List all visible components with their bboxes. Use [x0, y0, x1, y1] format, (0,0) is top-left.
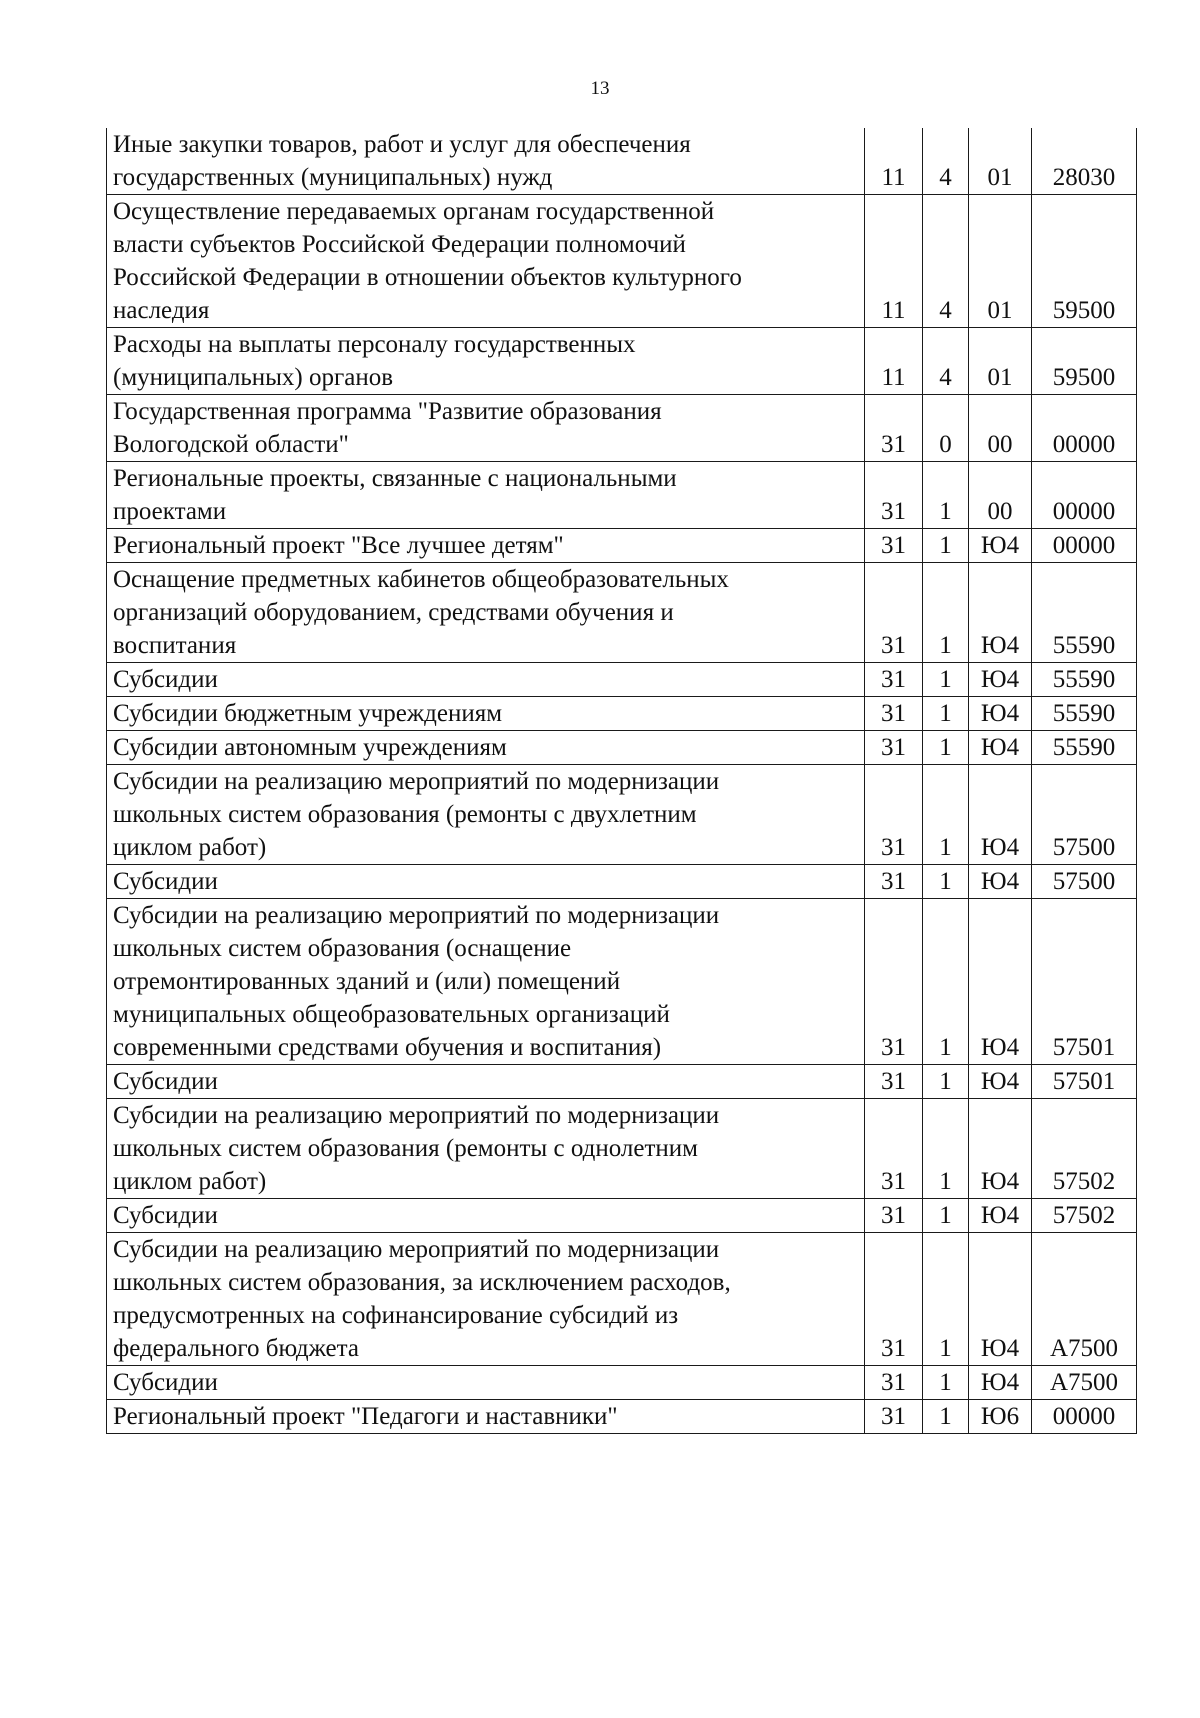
project-code-cell: Ю4	[969, 1233, 1032, 1366]
project-code-cell: 00	[969, 395, 1032, 462]
subprogram-code-cell: 4	[923, 328, 969, 395]
project-code-cell: Ю4	[969, 1199, 1032, 1233]
subprogram-code-cell: 4	[923, 195, 969, 328]
budget-classification-table	[106, 128, 1137, 1434]
table-row	[107, 765, 1137, 865]
project-code-cell: Ю4	[969, 899, 1032, 1065]
table-row	[107, 128, 1137, 195]
project-code-cell: Ю4	[969, 529, 1032, 563]
table-row	[107, 697, 1137, 731]
project-code-cell: Ю4	[969, 731, 1032, 765]
program-code-cell: 11	[865, 195, 923, 328]
expense-name-cell: Расходы на выплаты персоналу государственных (муниципальных) органов	[107, 328, 865, 395]
expense-name-cell: Субсидии	[107, 865, 865, 899]
program-code-cell: 31	[865, 1065, 923, 1099]
project-code-cell: 01	[969, 195, 1032, 328]
expense-name-cell: Региональные проекты, связанные с национальными проектами	[107, 462, 865, 529]
expense-name-cell: Субсидии бюджетным учреждениям	[107, 697, 865, 731]
subprogram-code-cell: 1	[923, 1366, 969, 1400]
direction-code-cell: 00000	[1032, 529, 1137, 563]
project-code-cell: Ю6	[969, 1400, 1032, 1434]
direction-code-cell: 57502	[1032, 1099, 1137, 1199]
table-row	[107, 865, 1137, 899]
project-code-cell: Ю4	[969, 865, 1032, 899]
expense-name-cell: Осуществление передаваемых органам государственной власти субъектов Российской Федерации полномочий Российской Федерации в отношении объектов культурного наследия	[107, 195, 865, 328]
expense-name-cell: Субсидии	[107, 1065, 865, 1099]
table-row	[107, 731, 1137, 765]
project-code-cell: Ю4	[969, 1065, 1032, 1099]
subprogram-code-cell: 1	[923, 1400, 969, 1434]
program-code-cell: 31	[865, 1233, 923, 1366]
direction-code-cell: 00000	[1032, 462, 1137, 529]
program-code-cell: 11	[865, 128, 923, 195]
table-row	[107, 195, 1137, 328]
subprogram-code-cell: 1	[923, 563, 969, 663]
program-code-cell: 31	[865, 395, 923, 462]
subprogram-code-cell: 1	[923, 765, 969, 865]
subprogram-code-cell: 1	[923, 731, 969, 765]
program-code-cell: 31	[865, 462, 923, 529]
subprogram-code-cell: 1	[923, 899, 969, 1065]
direction-code-cell: 57502	[1032, 1199, 1137, 1233]
program-code-cell: 31	[865, 865, 923, 899]
table-row	[107, 1366, 1137, 1400]
project-code-cell: Ю4	[969, 563, 1032, 663]
program-code-cell: 31	[865, 765, 923, 865]
program-code-cell: 31	[865, 1366, 923, 1400]
subprogram-code-cell: 1	[923, 1099, 969, 1199]
direction-code-cell: 57500	[1032, 865, 1137, 899]
project-code-cell: 00	[969, 462, 1032, 529]
direction-code-cell: 28030	[1032, 128, 1137, 195]
expense-name-cell: Субсидии на реализацию мероприятий по модернизации школьных систем образования, за исключением расходов, предусмотренных на софинансирование субсидий из федерального бюджета	[107, 1233, 865, 1366]
direction-code-cell: 59500	[1032, 328, 1137, 395]
table-body	[107, 128, 1137, 1434]
direction-code-cell: 00000	[1032, 1400, 1137, 1434]
project-code-cell: Ю4	[969, 1366, 1032, 1400]
program-code-cell: 31	[865, 663, 923, 697]
subprogram-code-cell: 1	[923, 1199, 969, 1233]
subprogram-code-cell: 1	[923, 529, 969, 563]
direction-code-cell: 00000	[1032, 395, 1137, 462]
table-row	[107, 1065, 1137, 1099]
program-code-cell: 31	[865, 563, 923, 663]
expense-name-cell: Субсидии	[107, 1199, 865, 1233]
table-row	[107, 328, 1137, 395]
expense-name-cell: Субсидии автономным учреждениям	[107, 731, 865, 765]
subprogram-code-cell: 1	[923, 663, 969, 697]
project-code-cell: Ю4	[969, 765, 1032, 865]
subprogram-code-cell: 4	[923, 128, 969, 195]
table-row	[107, 1400, 1137, 1434]
program-code-cell: 31	[865, 529, 923, 563]
direction-code-cell: 59500	[1032, 195, 1137, 328]
table-row	[107, 529, 1137, 563]
direction-code-cell: 55590	[1032, 731, 1137, 765]
direction-code-cell: 57500	[1032, 765, 1137, 865]
subprogram-code-cell: 0	[923, 395, 969, 462]
direction-code-cell: 55590	[1032, 563, 1137, 663]
direction-code-cell: 55590	[1032, 697, 1137, 731]
expense-name-cell: Субсидии на реализацию мероприятий по модернизации школьных систем образования (ремонты с двухлетним циклом работ)	[107, 765, 865, 865]
program-code-cell: 31	[865, 731, 923, 765]
subprogram-code-cell: 1	[923, 462, 969, 529]
program-code-cell: 31	[865, 899, 923, 1065]
project-code-cell: 01	[969, 328, 1032, 395]
table-row	[107, 462, 1137, 529]
page-number: 13	[590, 78, 610, 99]
project-code-cell: Ю4	[969, 697, 1032, 731]
project-code-cell: Ю4	[969, 663, 1032, 697]
expense-name-cell: Региональный проект "Педагоги и наставники"	[107, 1400, 865, 1434]
direction-code-cell: A7500	[1032, 1366, 1137, 1400]
program-code-cell: 31	[865, 1199, 923, 1233]
program-code-cell: 11	[865, 328, 923, 395]
expense-name-cell: Оснащение предметных кабинетов общеобразовательных организаций оборудованием, средствами обучения и воспитания	[107, 563, 865, 663]
expense-name-cell: Государственная программа "Развитие образования Вологодской области"	[107, 395, 865, 462]
program-code-cell: 31	[865, 1099, 923, 1199]
expense-name-cell: Субсидии на реализацию мероприятий по модернизации школьных систем образования (ремонты с однолетним циклом работ)	[107, 1099, 865, 1199]
direction-code-cell: 57501	[1032, 899, 1137, 1065]
program-code-cell: 31	[865, 1400, 923, 1434]
expense-name-cell: Субсидии	[107, 663, 865, 697]
subprogram-code-cell: 1	[923, 1233, 969, 1366]
expense-name-cell: Иные закупки товаров, работ и услуг для обеспечения государственных (муниципальных) нужд	[107, 128, 865, 195]
table-row	[107, 563, 1137, 663]
table-row	[107, 1199, 1137, 1233]
direction-code-cell: A7500	[1032, 1233, 1137, 1366]
subprogram-code-cell: 1	[923, 865, 969, 899]
expense-name-cell: Региональный проект "Все лучшее детям"	[107, 529, 865, 563]
subprogram-code-cell: 1	[923, 1065, 969, 1099]
expense-name-cell: Субсидии на реализацию мероприятий по модернизации школьных систем образования (оснащение отремонтированных зданий и (или) помещений муниципальных общеобразовательных организаций современными средствами обучения и воспитания)	[107, 899, 865, 1065]
table-row	[107, 395, 1137, 462]
table-row	[107, 899, 1137, 1065]
expense-name-cell: Субсидии	[107, 1366, 865, 1400]
table-row	[107, 1099, 1137, 1199]
direction-code-cell: 57501	[1032, 1065, 1137, 1099]
program-code-cell: 31	[865, 697, 923, 731]
table-row	[107, 663, 1137, 697]
direction-code-cell: 55590	[1032, 663, 1137, 697]
project-code-cell: Ю4	[969, 1099, 1032, 1199]
subprogram-code-cell: 1	[923, 697, 969, 731]
table-row	[107, 1233, 1137, 1366]
project-code-cell: 01	[969, 128, 1032, 195]
